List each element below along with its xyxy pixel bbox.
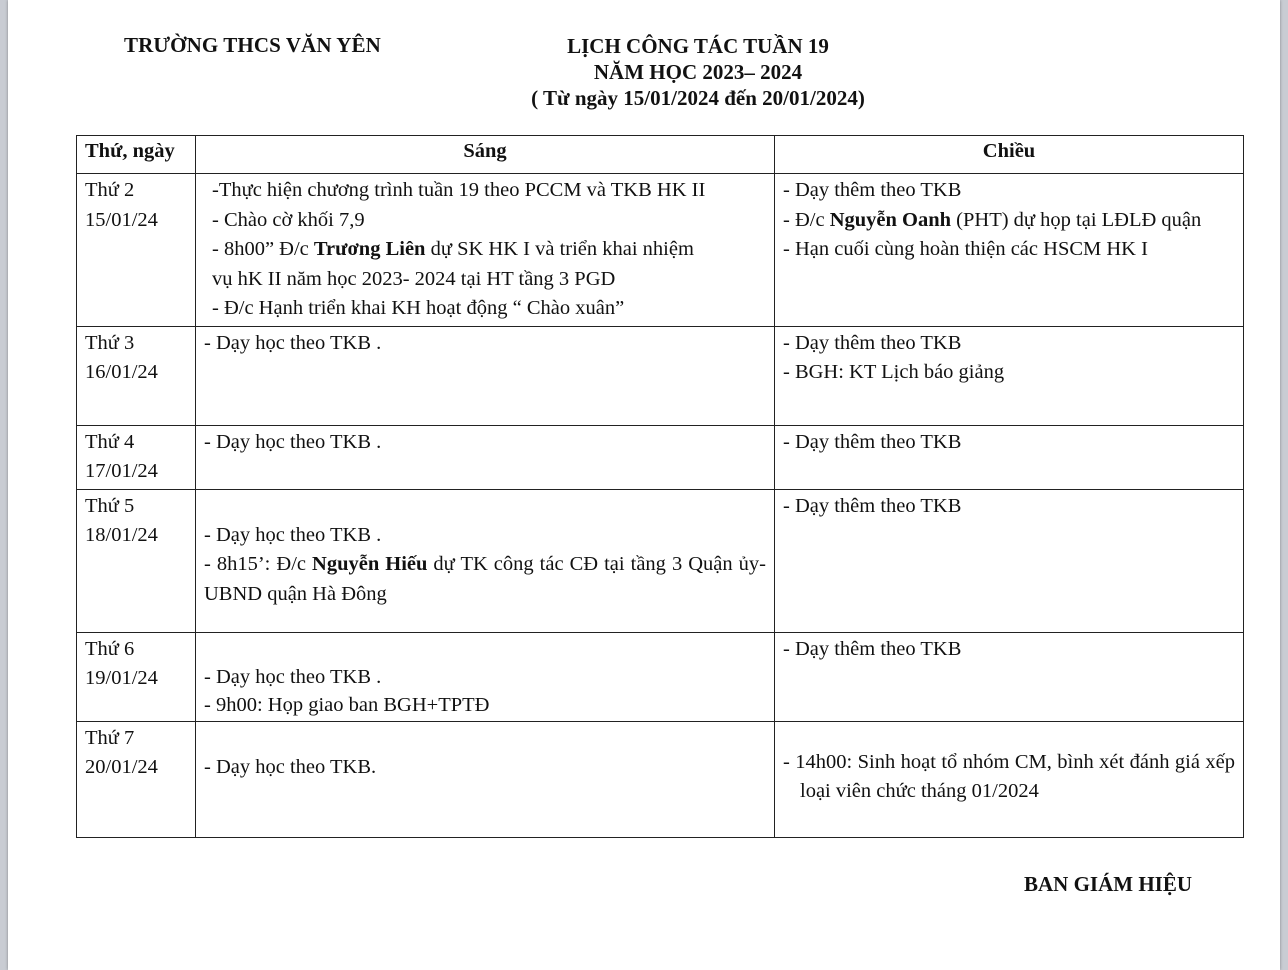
header-day: Thứ, ngày [77, 136, 196, 174]
day-date: 16/01/24 [85, 361, 158, 383]
morning-cell [196, 632, 775, 721]
morning-cell [196, 326, 775, 425]
afternoon-item: - Dạy thêm theo TKB [783, 494, 962, 517]
morning-item: - Dạy học theo TKB . [204, 665, 382, 688]
day-date: 17/01/24 [85, 460, 158, 482]
morning-item: - Dạy học theo TKB . [204, 331, 382, 354]
afternoon-cell [775, 425, 1244, 489]
afternoon-cell [775, 632, 1244, 721]
morning-item: - 9h00: Họp giao ban BGH+TPTĐ [204, 693, 490, 716]
day-date: 18/01/24 [85, 524, 158, 546]
afternoon-cell [775, 174, 1244, 327]
table-row [77, 632, 1244, 721]
person-name: Nguyễn Hiếu [312, 553, 428, 575]
morning-item: - 8h00” Đ/c Trương Liên dự SK HK I và triển khai nhiệm [212, 238, 694, 260]
schedule-title: LỊCH CÔNG TÁC TUẦN 19 [567, 34, 829, 58]
signature-title: BAN GIÁM HIỆU [1024, 872, 1193, 896]
day-label: Thứ 3 [85, 331, 135, 354]
school-year: NĂM HỌC 2023– 2024 [593, 60, 803, 84]
day-date: 20/01/24 [85, 756, 158, 778]
afternoon-item: - Đ/c Nguyễn Oanh (PHT) dự họp tại LĐLĐ quận [783, 208, 1202, 231]
day-label: Thứ 7 [85, 726, 135, 749]
morning-item: - 8h15’: Đ/c Nguyễn Hiếu dự TK công tác CĐ tại tầng 3 Quận ủy- UBND quận Hà Đông [204, 553, 766, 605]
day-date: 15/01/24 [85, 208, 158, 231]
morning-cell [196, 425, 775, 489]
afternoon-item: - Dạy thêm theo TKB [783, 179, 962, 201]
day-cell [77, 721, 196, 837]
morning-item: - Dạy học theo TKB. [204, 755, 377, 778]
afternoon-item: - BGH: KT Lịch báo giảng [783, 361, 1005, 383]
morning-item: - Chào cờ khối 7,9 [212, 208, 365, 231]
person-name: Nguyễn Oanh [829, 208, 952, 231]
header-morning: Sáng [196, 136, 775, 174]
person-name: Trương Liên [313, 238, 426, 260]
day-label: Thứ 2 [85, 179, 135, 201]
afternoon-item: - Hạn cuối cùng hoàn thiện các HSCM HK I [783, 238, 1148, 260]
table-row [77, 489, 1244, 632]
day-cell [77, 632, 196, 721]
morning-item: - Đ/c Hạnh triển khai KH hoạt động “ Chào xuân” [212, 297, 625, 319]
day-cell [77, 174, 196, 327]
day-cell [77, 326, 196, 425]
day-date: 19/01/24 [85, 667, 158, 689]
afternoon-cell [775, 326, 1244, 425]
day-cell [77, 489, 196, 632]
school-name: TRƯỜNG THCS VĂN YÊN [124, 33, 381, 57]
afternoon-item: - Dạy thêm theo TKB [783, 430, 962, 453]
morning-item: vụ hK II năm học 2023- 2024 tại HT tầng 3 PGD [212, 267, 616, 290]
day-label: Thứ 4 [85, 430, 135, 453]
document-page [8, 0, 1280, 970]
afternoon-cell [775, 721, 1244, 837]
afternoon-item: - Dạy thêm theo TKB [783, 331, 962, 354]
morning-cell [196, 174, 775, 327]
afternoon-item: - Dạy thêm theo TKB [783, 637, 962, 660]
title-block [388, 33, 1008, 111]
table-row [77, 721, 1244, 837]
table-row [77, 425, 1244, 489]
header-afternoon: Chiều [775, 136, 1244, 174]
morning-cell [196, 721, 775, 837]
table-row [77, 326, 1244, 425]
table-header-row [77, 136, 1244, 174]
day-label: Thứ 5 [85, 494, 135, 517]
morning-item: - Dạy học theo TKB . [204, 430, 382, 453]
date-range: ( Từ ngày 15/01/2024 đến 20/01/2024) [531, 86, 865, 110]
morning-item: -Thực hiện chương trình tuần 19 theo PCCM và TKB HK II [212, 179, 706, 201]
afternoon-cell [775, 489, 1244, 632]
schedule-table [76, 135, 1244, 838]
table-row [77, 174, 1244, 327]
morning-item: - Dạy học theo TKB . [204, 523, 382, 546]
day-label: Thứ 6 [85, 637, 135, 660]
morning-cell [196, 489, 775, 632]
afternoon-item: - 14h00: Sinh hoạt tổ nhóm CM, bình xét đánh giá xếp loại viên chức tháng 01/2024 [783, 750, 1235, 802]
day-cell [77, 425, 196, 489]
